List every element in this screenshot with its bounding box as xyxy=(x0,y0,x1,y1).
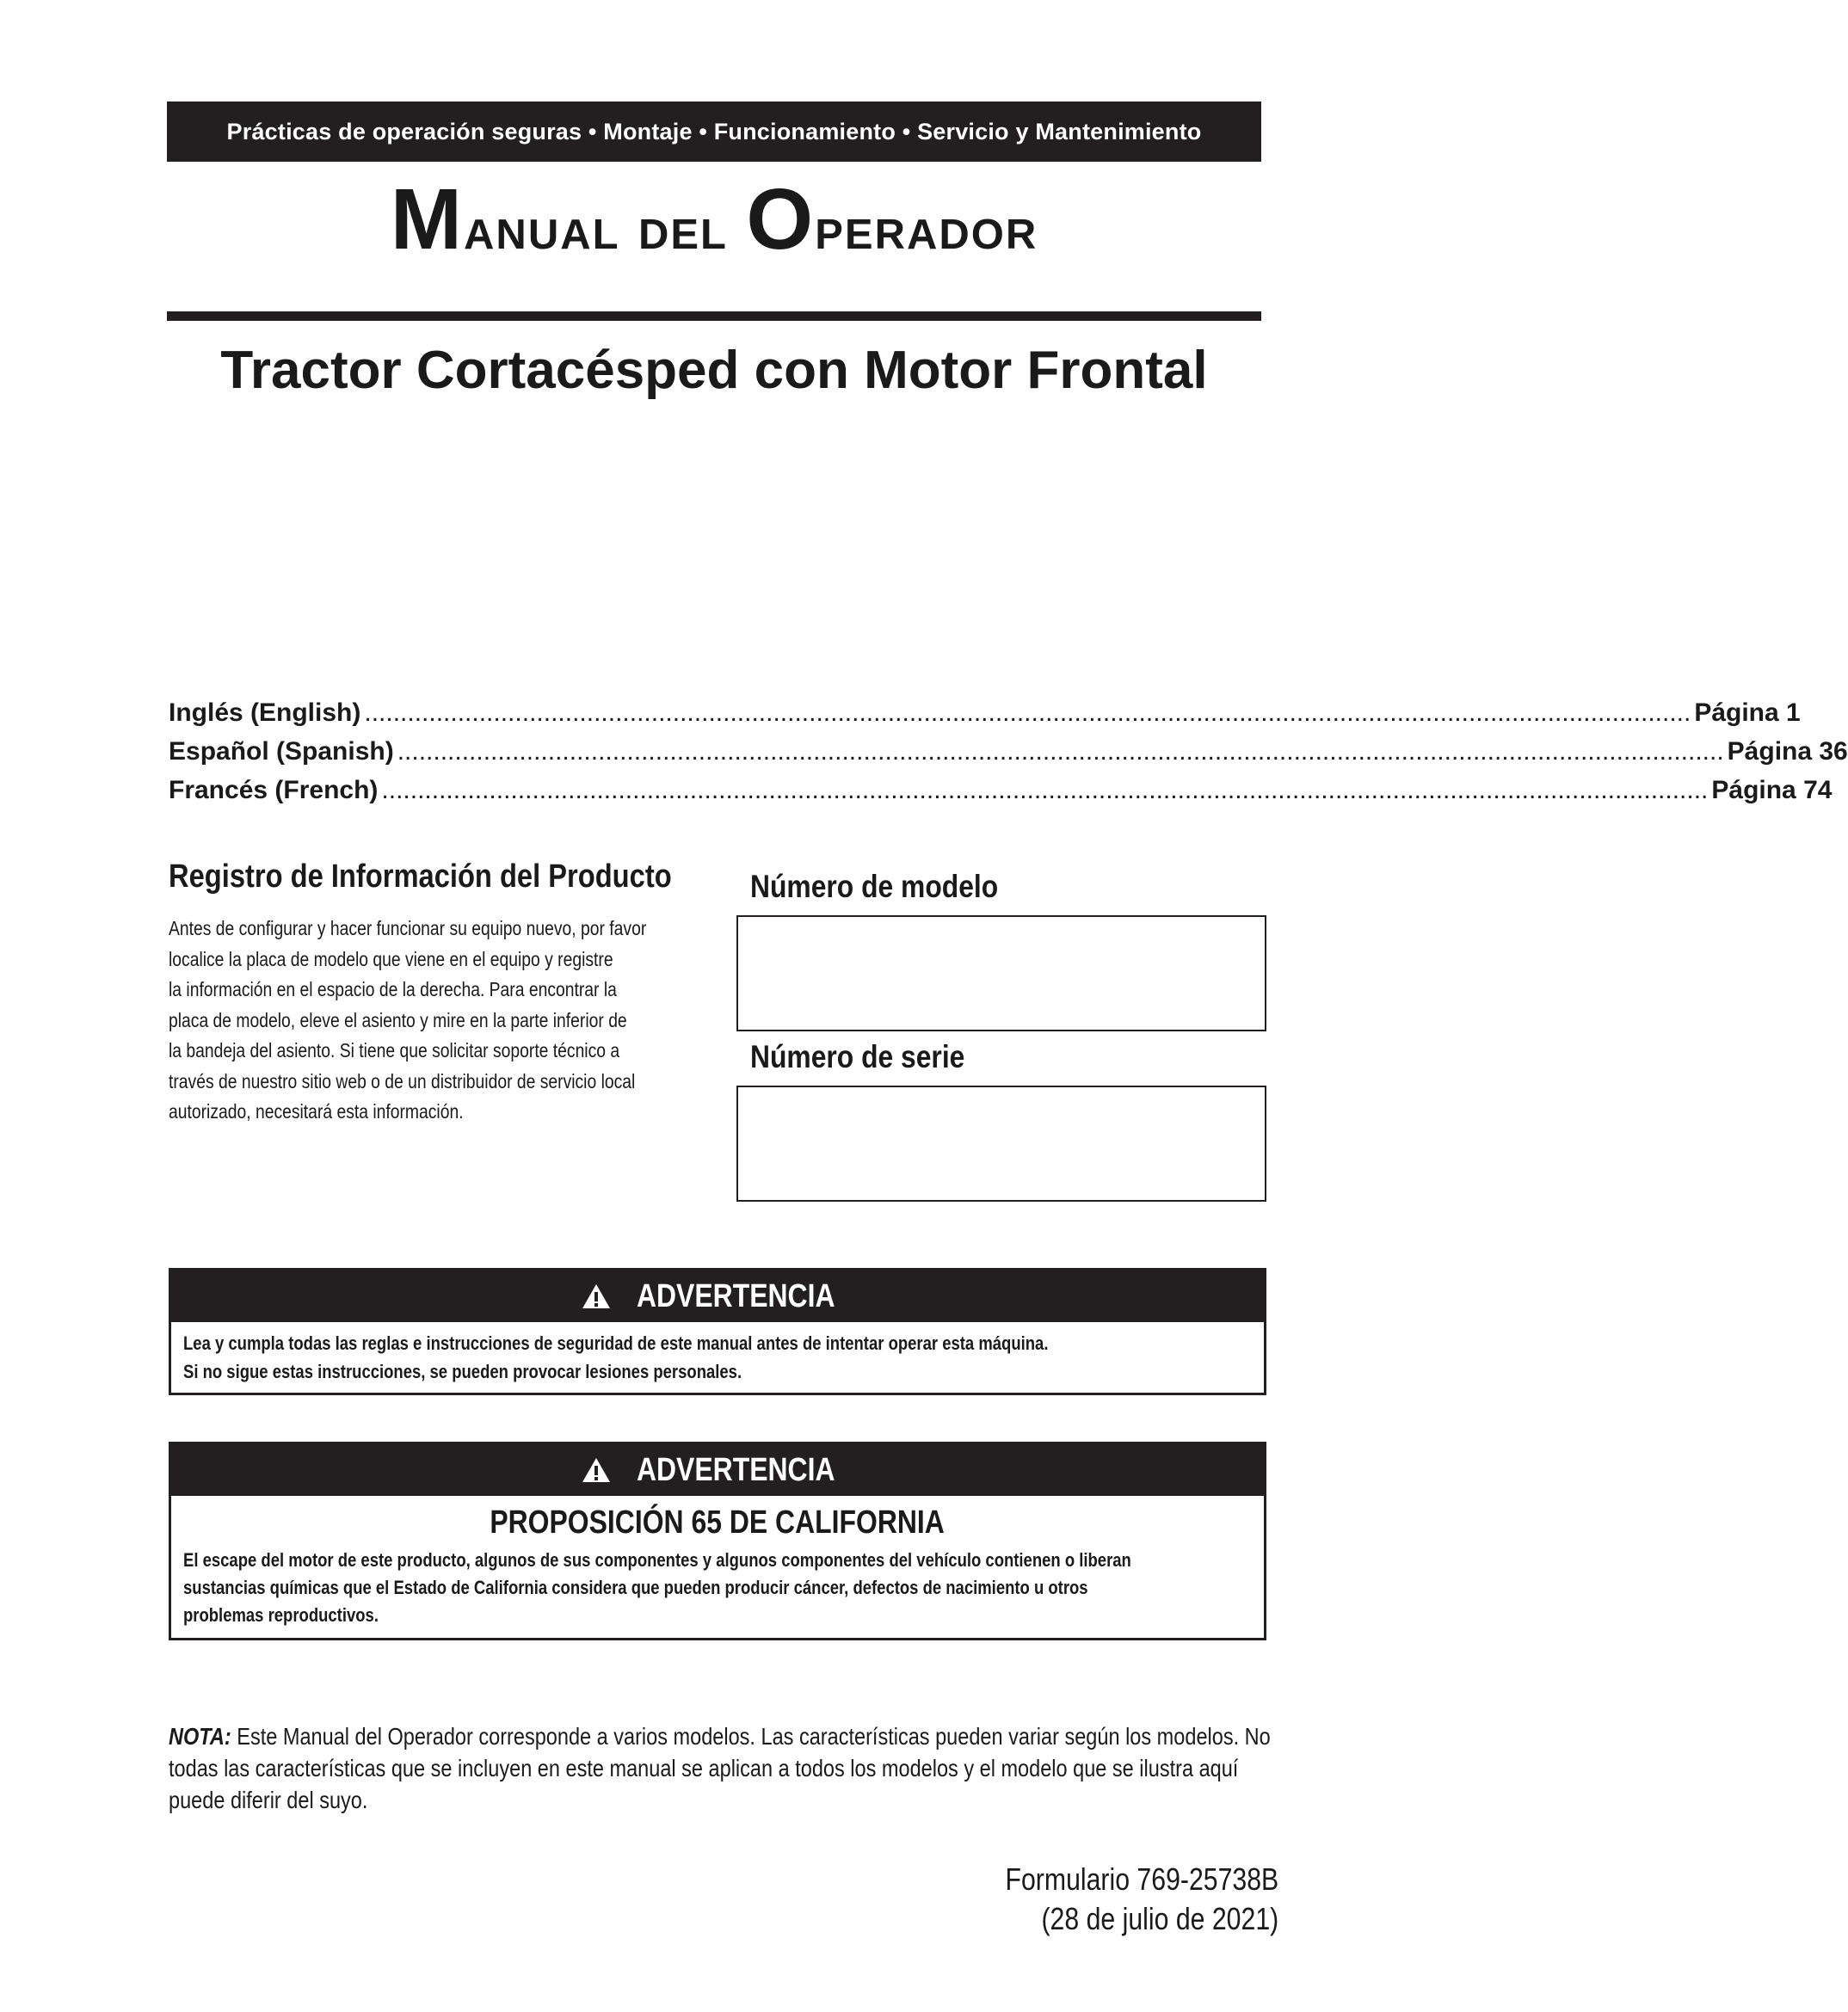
toc-row[interactable] xyxy=(169,693,1801,732)
toc-page: Página 74 xyxy=(1711,776,1833,804)
language-toc xyxy=(169,693,1848,809)
warning-triangle-icon xyxy=(582,1283,611,1309)
page-title xyxy=(167,171,1261,268)
warning-body xyxy=(171,1322,1264,1393)
prop65-body xyxy=(171,1541,1264,1638)
model-number-label: Número de modelo xyxy=(750,869,999,904)
note-line xyxy=(169,1720,1271,1752)
warning-heading: ADVERTENCIA xyxy=(636,1451,835,1488)
toc-page: Página 36 xyxy=(1727,737,1848,766)
toc-label: Inglés (English) xyxy=(169,698,361,727)
form-number: Formulario 769-25738B xyxy=(1005,1861,1278,1897)
warning-heading: ADVERTENCIA xyxy=(636,1277,835,1314)
form-info xyxy=(953,1860,1278,1939)
serial-number-label: Número de serie xyxy=(750,1039,965,1074)
banner-text: Prácticas de operación seguras • Montaje • Funcionamiento • Servicio y Mantenimiento xyxy=(226,118,1202,145)
registration-line: la información en el espacio de la derecha. Para encontrar la xyxy=(169,978,617,1000)
warning-box-safety xyxy=(169,1268,1266,1395)
registration-line: localice la placa de modelo que viene en el equipo y registre xyxy=(169,947,613,970)
title-word-1: anual del xyxy=(464,194,747,261)
warning-header xyxy=(171,1271,1264,1322)
note-block xyxy=(169,1720,1271,1816)
warning-line: Si no sigue estas instrucciones, se pueden provocar lesiones personales. xyxy=(183,1361,742,1382)
serial-number-field[interactable] xyxy=(736,1086,1266,1202)
title-divider xyxy=(167,311,1261,321)
prop65-subheading xyxy=(171,1496,1264,1541)
warning-line: Lea y cumpla todas las reglas e instrucciones de seguridad de este manual antes de intentar operar esta máquina. xyxy=(183,1332,1049,1354)
warning-header xyxy=(171,1444,1264,1496)
registration-line: placa de modelo, eleve el asiento y mire en la parte inferior de xyxy=(169,1008,627,1031)
note-line: todas las características que se incluyen en este manual se aplican a todos los modelos y el modelo que se ilustra aquí xyxy=(169,1755,1239,1781)
title-cap-m: M xyxy=(390,171,465,268)
toc-page: Página 1 xyxy=(1694,698,1801,727)
form-date: (28 de julio de 2021) xyxy=(1041,1901,1278,1936)
warning-box-prop65 xyxy=(169,1442,1266,1640)
toc-label: Español (Spanish) xyxy=(169,737,394,766)
prop65-line: problemas reproductivos. xyxy=(183,1604,379,1626)
note-lead: NOTA: xyxy=(169,1723,231,1750)
note-text: Este Manual del Operador corresponde a varios modelos. Las características pueden variar según los modelos. No xyxy=(231,1723,1271,1750)
header-banner xyxy=(167,102,1261,162)
toc-leader: ......................................................................................................................................................................................... xyxy=(381,776,1709,804)
registration-text xyxy=(169,914,702,1128)
prop65-subheading-text: PROPOSICIÓN 65 DE CALIFORNIA xyxy=(490,1504,946,1541)
toc-leader: ......................................................................................................................................................................................... xyxy=(397,737,1724,766)
warning-triangle-icon xyxy=(582,1457,611,1483)
model-number-field[interactable] xyxy=(736,915,1266,1031)
title-word-2: perador xyxy=(815,194,1038,261)
registration-line: través de nuestro sitio web o de un distribuidor de servicio local xyxy=(169,1069,636,1092)
registration-line: Antes de configurar y hacer funcionar su equipo nuevo, por favor xyxy=(169,917,647,939)
registration-title: Registro de Información del Producto xyxy=(169,858,672,895)
prop65-line: El escape del motor de este producto, algunos de sus componentes y algunos componentes del vehículo contienen o liberan xyxy=(183,1549,1131,1571)
registration-line: la bandeja del asiento. Si tiene que solicitar soporte técnico a xyxy=(169,1039,620,1061)
toc-row[interactable] xyxy=(169,771,1833,809)
registration-line: autorizado, necesitará esta información. xyxy=(169,1100,464,1123)
page-subtitle: Tractor Cortacésped con Motor Frontal xyxy=(220,341,1208,400)
prop65-line: sustancias químicas que el Estado de California considera que pueden producir cáncer, defectos de nacimiento u otros xyxy=(183,1577,1088,1598)
toc-label: Francés (French) xyxy=(169,776,379,804)
title-cap-o: O xyxy=(746,171,816,268)
toc-leader: ......................................................................................................................................................................................... xyxy=(364,698,1691,727)
note-line: puede diferir del suyo. xyxy=(169,1787,368,1813)
toc-row[interactable] xyxy=(169,732,1848,771)
